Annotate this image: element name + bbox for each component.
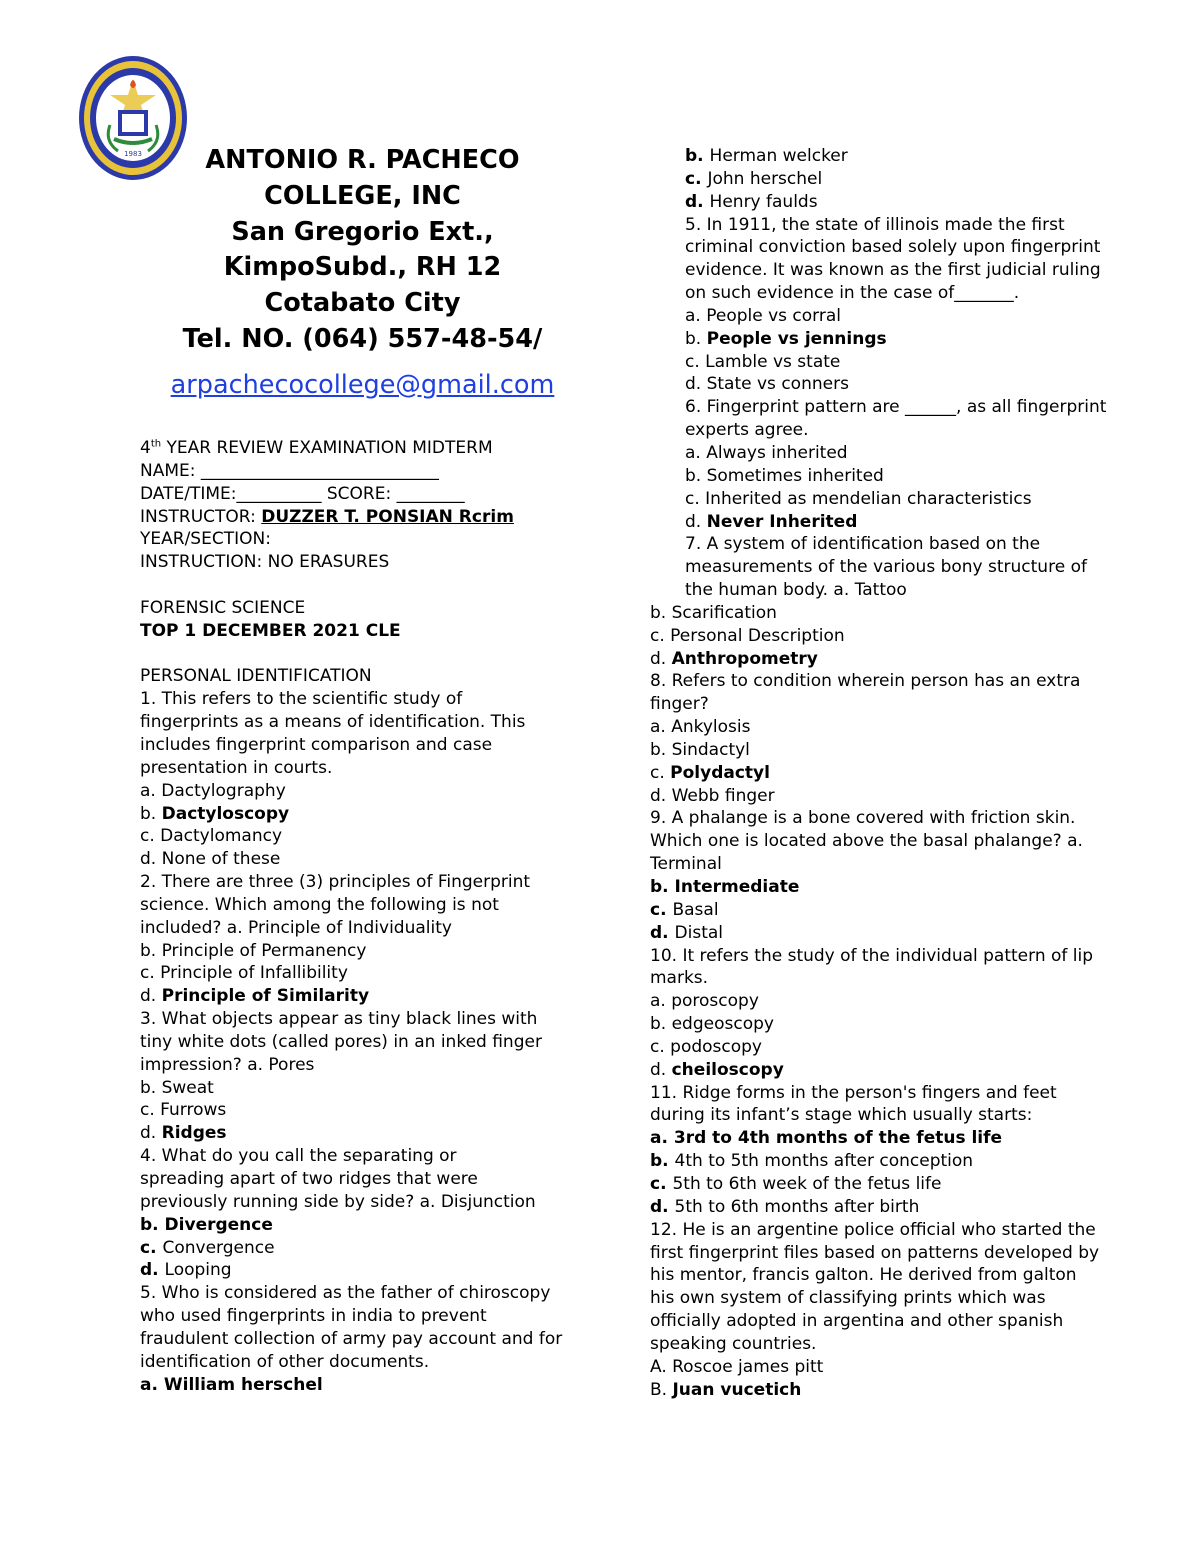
- exam-line: [650, 1333, 1135, 1356]
- line-text: who used fingerprints in india to prevent: [140, 1306, 487, 1327]
- line-text: c. podoscopy: [650, 1036, 762, 1057]
- line-text: Which one is located above the basal phalange? a.: [650, 831, 1083, 852]
- exam-line: [650, 1242, 1135, 1265]
- exam-line: [140, 1054, 585, 1077]
- exam-line: [650, 488, 1135, 511]
- line-text: b. Sweat: [140, 1077, 214, 1098]
- address-line2: KimpoSubd., RH 12: [223, 252, 502, 283]
- line-text: 12. He is an argentine police official who started the: [650, 1219, 1096, 1240]
- line-text: 4th to 5th months after conception: [674, 1151, 974, 1172]
- line-text: his mentor, francis galton. He derived from galton: [650, 1265, 1077, 1286]
- exam-line: [140, 711, 585, 734]
- exam-line: [650, 1104, 1135, 1127]
- college-name-line2: COLLEGE, INC: [264, 180, 461, 211]
- address-line1: San Gregorio Ext.,: [231, 216, 494, 247]
- year-section-field: YEAR/SECTION:: [140, 529, 271, 550]
- choice-letter: c.: [650, 762, 671, 783]
- exam-line: [650, 967, 1135, 990]
- line-text: Distal: [674, 922, 724, 943]
- exam-line: [650, 716, 1135, 739]
- answer-text: Principle of Similarity: [161, 986, 370, 1007]
- exam-line: [650, 693, 1135, 716]
- exam-title: [140, 437, 585, 460]
- exam-line: [650, 419, 1135, 442]
- exam-line: [650, 1036, 1135, 1059]
- choice-letter: d.: [650, 922, 675, 943]
- section-heading: PERSONAL IDENTIFICATION: [140, 666, 372, 687]
- line-text: identification of other documents.: [140, 1351, 430, 1372]
- line-text: officially adopted in argentina and other spanish: [650, 1311, 1064, 1332]
- instructor-label: INSTRUCTOR:: [140, 506, 262, 527]
- exam-line: [650, 145, 1135, 168]
- exam-line: [650, 1150, 1135, 1173]
- exam-line: [650, 945, 1135, 968]
- choice-letter: d.: [685, 191, 710, 212]
- line-text: 5th to 6th months after birth: [674, 1196, 920, 1217]
- choice-letter: d.: [685, 511, 707, 532]
- line-text: Henry faulds: [709, 191, 818, 212]
- line-text: included? a. Principle of Individuality: [140, 917, 452, 938]
- choice-letter: c.: [650, 1173, 673, 1194]
- college-header: [140, 143, 585, 404]
- line-text: 8. Refers to condition wherein person has an extra: [650, 671, 1081, 692]
- answer-text: William herschel: [163, 1374, 323, 1395]
- line-text: includes fingerprint comparison and case: [140, 734, 493, 755]
- choice-letter: d.: [140, 1123, 162, 1144]
- line-text: previously running side by side? a. Disjunction: [140, 1191, 536, 1212]
- exam-line: [650, 922, 1135, 945]
- line-text: science. Which among the following is not: [140, 894, 499, 915]
- exam-line: [650, 807, 1135, 830]
- answer-text: 3rd to 4th months of the fetus life: [673, 1128, 1003, 1149]
- answer-text: Intermediate: [674, 877, 800, 897]
- answer-text: cheiloscopy: [671, 1059, 784, 1080]
- exam-line: [650, 1082, 1135, 1105]
- line-text: b. Sometimes inherited: [685, 465, 884, 486]
- line-text: 6. Fingerprint pattern are ______, as all fingerprint: [685, 397, 1107, 418]
- exam-line: [650, 876, 1135, 899]
- exam-line: [650, 214, 1135, 237]
- line-text: spreading apart of two ridges that were: [140, 1169, 478, 1189]
- line-text: 4. What do you call the separating or: [140, 1146, 457, 1167]
- exam-line: [140, 1214, 585, 1237]
- answer-text: Anthropometry: [671, 648, 818, 669]
- answer-text: Polydactyl: [670, 762, 770, 783]
- line-text: a. People vs corral: [685, 305, 841, 326]
- instructor-name: DUZZER T. PONSIAN Rcrim: [261, 506, 514, 527]
- exam-line: [650, 282, 1135, 305]
- choice-letter: b.: [140, 803, 162, 824]
- answer-text: Dactyloscopy: [161, 803, 290, 824]
- line-text: d. None of these: [140, 849, 281, 870]
- instruction-text: INSTRUCTION: NO ERASURES: [140, 552, 390, 573]
- choice-letter: d.: [140, 986, 162, 1007]
- line-text: fingerprints as a means of identification. This: [140, 712, 526, 733]
- exam-line: [650, 579, 1135, 602]
- exam-line: [140, 985, 585, 1008]
- line-text: 11. Ridge forms in the person's fingers and feet: [650, 1082, 1057, 1103]
- line-text: 10. It refers the study of the individual pattern of lip: [650, 945, 1094, 966]
- line-text: on such evidence in the case of_______.: [685, 283, 1020, 304]
- left-column: [140, 437, 585, 1396]
- exam-line: [650, 373, 1135, 396]
- line-text: 3. What objects appear as tiny black lines with: [140, 1009, 538, 1030]
- choice-letter: b.: [140, 1214, 165, 1235]
- exam-line: [650, 830, 1135, 853]
- line-text: c. Personal Description: [650, 625, 845, 646]
- exam-line: [650, 1196, 1135, 1219]
- exam-line: [140, 803, 585, 826]
- exam-line: [140, 780, 585, 803]
- exam-line: [650, 785, 1135, 808]
- exam-line: [650, 305, 1135, 328]
- line-text: d. State vs conners: [685, 374, 849, 395]
- exam-line: [650, 511, 1135, 534]
- line-text: first fingerprint files based on patterns developed by: [650, 1242, 1100, 1263]
- line-text: c. Inherited as mendelian characteristics: [685, 488, 1032, 509]
- line-text: a. Always inherited: [685, 442, 848, 463]
- choice-letter: b.: [685, 146, 710, 166]
- exam-line: [650, 990, 1135, 1013]
- exam-line: [650, 1356, 1135, 1379]
- exam-line: [650, 1310, 1135, 1333]
- college-name-line1: ANTONIO R. PACHECO: [205, 145, 520, 175]
- answer-text: People vs jennings: [706, 328, 887, 349]
- exam-line: [140, 940, 585, 963]
- line-text: a. poroscopy: [650, 991, 759, 1012]
- exam-line: [140, 1145, 585, 1168]
- exam-line: [650, 1013, 1135, 1036]
- exam-line: [650, 533, 1135, 556]
- exam-line: [650, 1127, 1135, 1150]
- answer-text: Ridges: [161, 1123, 227, 1144]
- exam-line: [140, 1305, 585, 1328]
- line-text: Convergence: [162, 1237, 275, 1258]
- exam-line: [140, 1008, 585, 1031]
- answer-text: Juan vucetich: [672, 1379, 802, 1400]
- choice-letter: a.: [650, 1128, 674, 1149]
- choice-letter: c.: [650, 899, 673, 920]
- choice-letter: d.: [650, 1059, 672, 1080]
- line-text: c. Principle of Infallibility: [140, 963, 348, 984]
- line-text: criminal conviction based solely upon fingerprint: [685, 237, 1101, 258]
- left-question-list: [140, 688, 585, 1396]
- exam-line: [140, 871, 585, 894]
- line-text: Basal: [672, 899, 719, 920]
- exam-line: [650, 465, 1135, 488]
- right-question-list: [650, 145, 1135, 1401]
- line-text: d. Webb finger: [650, 785, 775, 806]
- exam-line: [650, 602, 1135, 625]
- line-text: finger?: [650, 694, 709, 715]
- exam-line: [140, 1237, 585, 1260]
- line-text: experts agree.: [685, 420, 809, 441]
- line-text: marks.: [650, 968, 709, 989]
- exam-line: [650, 1379, 1135, 1402]
- line-text: evidence. It was known as the first judicial ruling: [685, 260, 1101, 281]
- exam-line: [140, 1259, 585, 1282]
- telephone: Tel. NO. (064) 557-48-54/: [182, 323, 543, 354]
- line-text: Looping: [164, 1260, 232, 1281]
- year-number: 4: [140, 438, 151, 458]
- line-text: 5. In 1911, the state of illinois made the first: [685, 214, 1065, 235]
- line-text: the human body. a. Tattoo: [685, 580, 907, 601]
- exam-line: [650, 168, 1135, 191]
- answer-text: Never Inherited: [706, 511, 858, 532]
- exam-line: [140, 917, 585, 940]
- right-column: [650, 145, 1135, 1401]
- line-text: during its infant’s stage which usually starts:: [650, 1105, 1033, 1126]
- exam-line: [140, 1374, 585, 1397]
- exam-line: [650, 396, 1135, 419]
- subject-title: FORENSIC SCIENCE: [140, 597, 306, 618]
- exam-line: [650, 853, 1135, 876]
- exam-line: [140, 1351, 585, 1374]
- exam-line: [140, 1168, 585, 1191]
- exam-line: [650, 328, 1135, 351]
- exam-line: [140, 1328, 585, 1351]
- exam-line: [650, 739, 1135, 762]
- exam-line: [650, 236, 1135, 259]
- line-text: c. Dactylomancy: [140, 826, 283, 847]
- instructor-field: [140, 506, 585, 529]
- exam-line: [140, 962, 585, 985]
- exam-subtitle: TOP 1 DECEMBER 2021 CLE: [140, 620, 401, 641]
- exam-line: [650, 1059, 1135, 1082]
- datetime-score-field: DATE/TIME:__________ SCORE: ________: [140, 483, 465, 504]
- exam-line: [140, 1077, 585, 1100]
- exam-line: [650, 648, 1135, 671]
- choice-letter: d.: [140, 1260, 165, 1281]
- choice-letter: a.: [140, 1374, 164, 1395]
- exam-line: [140, 734, 585, 757]
- line-text: 9. A phalange is a bone covered with friction skin.: [650, 808, 1076, 829]
- exam-line: [140, 1122, 585, 1145]
- exam-line: [140, 1191, 585, 1214]
- choice-letter: b.: [685, 328, 707, 349]
- line-text: a. Ankylosis: [650, 717, 751, 738]
- exam-line: [650, 556, 1135, 579]
- answer-text: Divergence: [164, 1214, 273, 1235]
- exam-line: [140, 1099, 585, 1122]
- line-text: 2. There are three (3) principles of Fingerprint: [140, 872, 531, 893]
- exam-line: [140, 1031, 585, 1054]
- exam-line: [140, 848, 585, 871]
- choice-letter: b.: [650, 877, 675, 897]
- line-text: 5th to 6th week of the fetus life: [672, 1173, 942, 1194]
- exam-line: [650, 442, 1135, 465]
- svg-text:1983: 1983: [124, 150, 142, 158]
- exam-line: [650, 670, 1135, 693]
- exam-line: [650, 351, 1135, 374]
- year-suffix: th: [150, 438, 162, 450]
- exam-line: [650, 899, 1135, 922]
- exam-line: [140, 1282, 585, 1305]
- exam-line: [140, 825, 585, 848]
- line-text: impression? a. Pores: [140, 1054, 315, 1075]
- choice-letter: d.: [650, 1196, 675, 1217]
- exam-line: [650, 259, 1135, 282]
- email-link[interactable]: arpachecocollege@gmail.com: [170, 369, 555, 400]
- exam-line: [650, 1264, 1135, 1287]
- exam-line: [650, 1287, 1135, 1310]
- address-city: Cotabato City: [264, 288, 461, 319]
- exam-line: [650, 1219, 1135, 1242]
- line-text: c. Furrows: [140, 1100, 227, 1121]
- line-text: speaking countries.: [650, 1333, 817, 1354]
- line-text: b. Principle of Permanency: [140, 940, 367, 961]
- line-text: b. Sindactyl: [650, 739, 750, 760]
- line-text: b. Scarification: [650, 602, 777, 623]
- line-text: 5. Who is considered as the father of chiroscopy: [140, 1283, 551, 1304]
- choice-letter: c.: [685, 168, 708, 189]
- line-text: 1. This refers to the scientific study of: [140, 689, 463, 710]
- exam-line: [650, 762, 1135, 785]
- exam-line: [140, 894, 585, 917]
- choice-letter: B.: [650, 1379, 673, 1400]
- name-field: NAME: ____________________________: [140, 460, 439, 481]
- line-text: fraudulent collection of army pay account and for: [140, 1328, 563, 1349]
- line-text: his own system of classifying prints which was: [650, 1288, 1046, 1309]
- line-text: c. Lamble vs state: [685, 351, 841, 372]
- line-text: tiny white dots (called pores) in an inked finger: [140, 1031, 542, 1052]
- exam-line: [140, 688, 585, 711]
- line-text: 7. A system of identification based on the: [685, 534, 1041, 555]
- choice-letter: d.: [650, 648, 672, 669]
- exam-line: [140, 757, 585, 780]
- exam-line: [650, 625, 1135, 648]
- line-text: a. Dactylography: [140, 780, 286, 801]
- line-text: measurements of the various bony structure of: [685, 557, 1087, 578]
- exam-line: [650, 191, 1135, 214]
- line-text: A. Roscoe james pitt: [650, 1356, 824, 1377]
- line-text: Terminal: [650, 854, 722, 875]
- line-text: b. edgeoscopy: [650, 1014, 774, 1035]
- exam-line: [650, 1173, 1135, 1196]
- line-text: Herman welcker: [709, 146, 848, 166]
- exam-title-text: YEAR REVIEW EXAMINATION MIDTERM: [161, 438, 493, 458]
- line-text: John herschel: [707, 168, 823, 189]
- choice-letter: b.: [650, 1151, 675, 1172]
- choice-letter: c.: [140, 1237, 163, 1258]
- line-text: presentation in courts.: [140, 757, 333, 778]
